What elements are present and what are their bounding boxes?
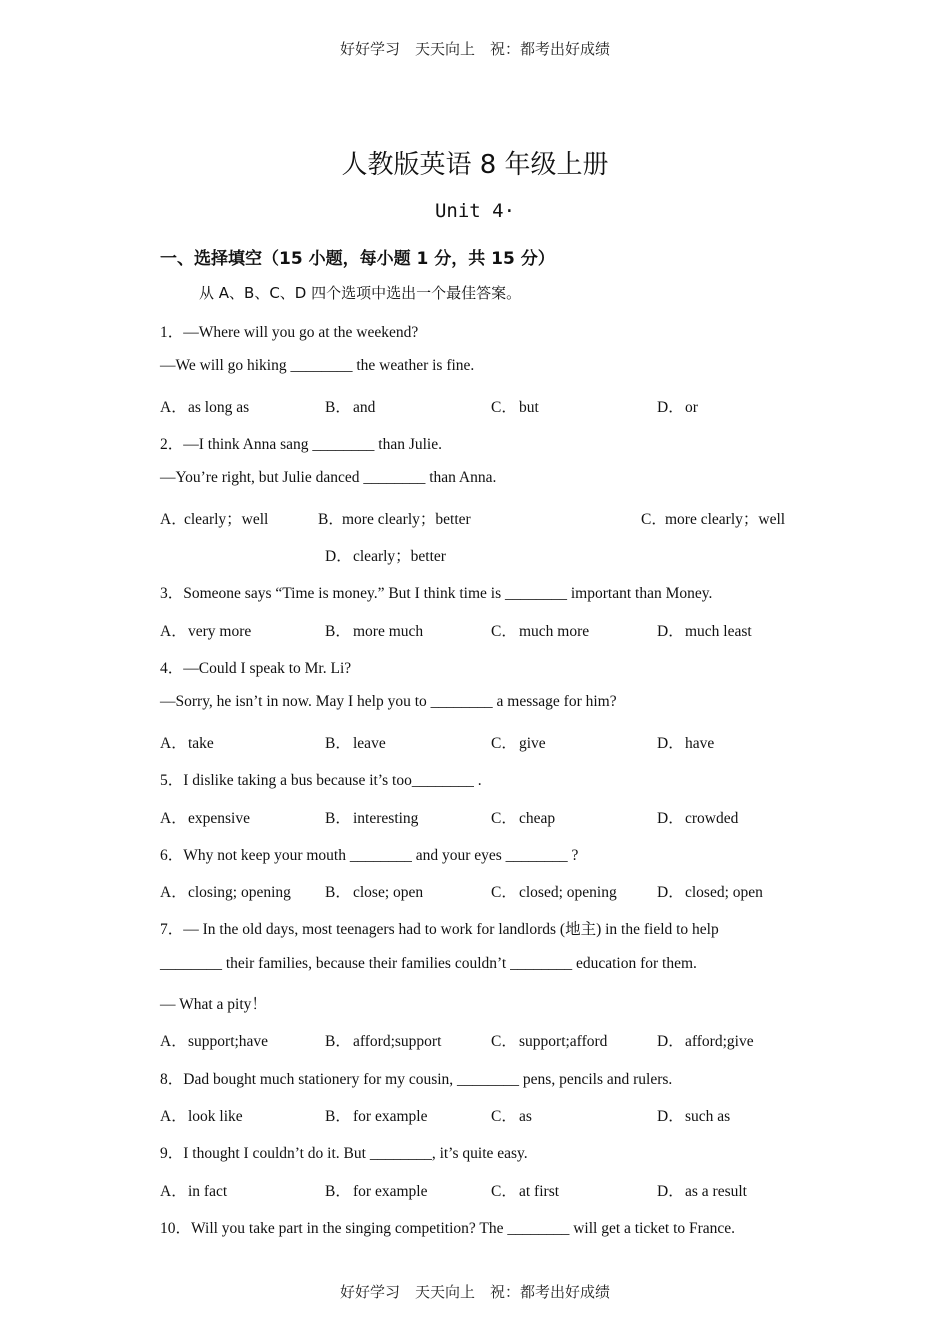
q1-option-b: B． and xyxy=(325,399,376,416)
question-1-answer-line: —We will go hiking ________ the weather is fine. xyxy=(160,357,475,374)
q6-option-b: B． close; open xyxy=(325,884,424,901)
q1-option-c: C． but xyxy=(491,399,539,416)
q5-option-d: D．crowded xyxy=(657,810,739,827)
question-6-stem: 6．Why not keep your mouth ________ and your eyes ________ ? xyxy=(160,847,579,864)
question-2-stem: 2．—I think Anna sang ________ than Julie. xyxy=(160,436,442,453)
question-7-stem-cont: ________ their families, because their families couldn’t ________ education for them. xyxy=(160,955,697,972)
question-7-stem: 7．— In the old days, most teenagers had to work for landlords (地主) in the field to help xyxy=(160,921,719,938)
section-heading: 一、选择填空（15 小题，每小题 1 分，共 15 分） xyxy=(160,249,555,269)
q7-option-a: A．support;have xyxy=(160,1033,269,1050)
q4-option-c: C． give xyxy=(491,735,546,752)
q8-option-b: B． for example xyxy=(325,1108,428,1125)
q9-option-d: D．as a result xyxy=(657,1183,747,1200)
question-2-answer-line: —You’re right, but Julie danced ________ than Anna. xyxy=(160,469,497,486)
q3-option-b: B． more much xyxy=(325,623,424,640)
q4-option-a: A．take xyxy=(160,735,214,752)
q4-option-d: D．have xyxy=(657,735,715,752)
q6-option-c: C． closed; opening xyxy=(491,884,617,901)
q8-option-a: A．look like xyxy=(160,1108,243,1125)
question-1-stem: 1．—Where will you go at the weekend? xyxy=(160,324,419,341)
q5-option-a: A．expensive xyxy=(160,810,250,827)
q1-option-a: A．as long as xyxy=(160,399,250,416)
q8-option-d: D．such as xyxy=(657,1108,731,1125)
q9-option-b: B． for example xyxy=(325,1183,428,1200)
q4-option-b: B． leave xyxy=(325,735,386,752)
q2-option-b: B．more clearly；better xyxy=(318,511,471,528)
question-3-stem: 3．Someone says “Time is money.” But I think time is ________ important than Money. xyxy=(160,585,713,602)
page-header: 好好学习 天天向上 祝：都考出好成绩 xyxy=(339,40,610,58)
unit-subtitle: Unit 4· xyxy=(434,200,516,222)
section-instruction: 从 A、B、C、D 四个选项中选出一个最佳答案。 xyxy=(199,284,522,302)
q3-option-c: C． much more xyxy=(491,623,590,640)
q2-option-c: C．more clearly；well xyxy=(641,511,786,528)
q6-option-d: D．closed; open xyxy=(657,884,763,901)
q7-option-b: B． afford;support xyxy=(325,1033,442,1050)
question-9-stem: 9．I thought I couldn’t do it. But ________, it’s quite easy. xyxy=(160,1145,528,1162)
q8-option-c: C． as xyxy=(491,1108,532,1125)
question-10-stem: 10．Will you take part in the singing competition? The ________ will get a ticket to France. xyxy=(160,1220,736,1237)
question-7-reply: — What a pity！ xyxy=(160,996,267,1013)
q9-option-a: A．in fact xyxy=(160,1183,228,1200)
q2-option-a: A．clearly；well xyxy=(160,511,269,528)
page-footer: 好好学习 天天向上 祝：都考出好成绩 xyxy=(339,1283,610,1301)
question-8-stem: 8．Dad bought much stationery for my cousin, ________ pens, pencils and rulers. xyxy=(160,1071,673,1088)
question-4-answer-line: —Sorry, he isn’t in now. May I help you to ________ a message for him? xyxy=(160,693,617,710)
document-title: 人教版英语 8 年级上册 xyxy=(341,150,609,180)
q3-option-d: D．much least xyxy=(657,623,752,640)
q5-option-c: C． cheap xyxy=(491,810,556,827)
q7-option-c: C． support;afford xyxy=(491,1033,608,1050)
q6-option-a: A．closing; opening xyxy=(160,884,291,901)
q9-option-c: C． at first xyxy=(491,1183,560,1200)
q3-option-a: A．very more xyxy=(160,623,252,640)
q5-option-b: B． interesting xyxy=(325,810,419,827)
question-5-stem: 5．I dislike taking a bus because it’s too________ . xyxy=(160,772,482,789)
q7-option-d: D．afford;give xyxy=(657,1033,754,1050)
q2-option-d: D．clearly；better xyxy=(325,548,446,565)
q1-option-d: D．or xyxy=(657,399,698,416)
question-4-stem: 4．—Could I speak to Mr. Li? xyxy=(160,660,352,677)
